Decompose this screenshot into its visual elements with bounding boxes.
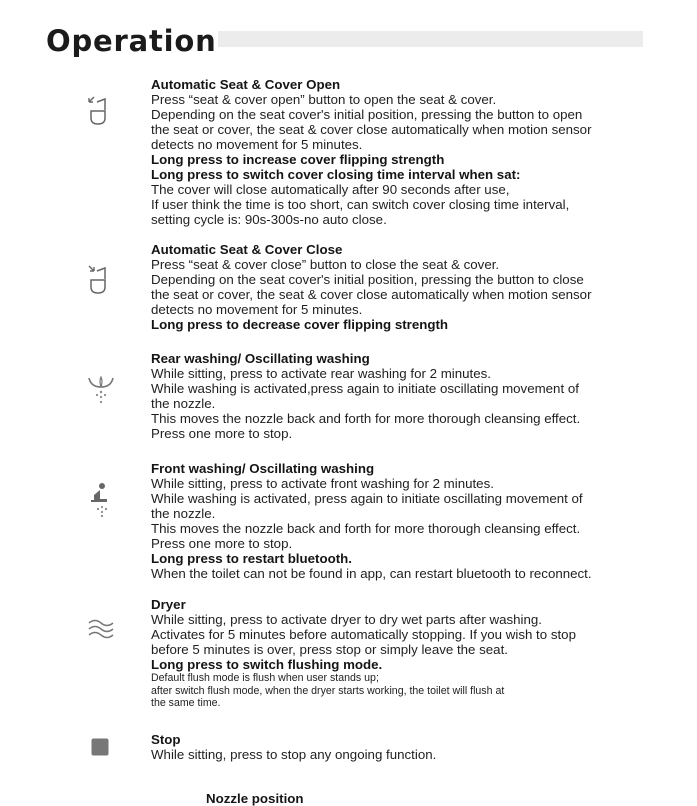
body-line: the nozzle. xyxy=(151,506,216,521)
section-seat-cover-open xyxy=(151,77,651,227)
section-heading: Rear washing/ Oscillating washing xyxy=(151,351,370,366)
body-line: The cover will close automatically after 90 seconds after use, xyxy=(151,182,510,197)
body-line: When the toilet can not be found in app, can restart bluetooth to reconnect. xyxy=(151,566,592,581)
section-heading: Stop xyxy=(151,732,181,747)
body-line: Depending on the seat cover's initial position, pressing the button to open xyxy=(151,107,583,122)
section-rear-washing xyxy=(151,351,651,441)
body-line: the nozzle. xyxy=(151,396,216,411)
note-line: Long press to switch cover closing time interval when sat: xyxy=(151,167,521,182)
seat-cover-close-icon xyxy=(86,265,110,295)
section-heading: Dryer xyxy=(151,597,186,612)
body-line: setting cycle is: 90s-300s-no auto close. xyxy=(151,212,387,227)
note-line: Long press to restart bluetooth. xyxy=(151,551,352,566)
body-line: detects no movement for 5 minutes. xyxy=(151,137,363,152)
note-line: Long press to switch flushing mode. xyxy=(151,657,383,672)
front-wash-icon xyxy=(85,482,115,518)
page-title: Operation xyxy=(46,24,217,58)
stop-icon xyxy=(91,738,109,756)
title-rule xyxy=(218,31,643,47)
body-line: While sitting, press to activate rear washing for 2 minutes. xyxy=(151,366,491,381)
body-line: the seat or cover, the seat & cover close automatically when motion sensor xyxy=(151,122,592,137)
body-line: Press “seat & cover open” button to open the seat & cover. xyxy=(151,92,497,107)
small-line: the same time. xyxy=(151,697,221,709)
body-line: This moves the nozzle back and forth for more thorough cleansing effect. xyxy=(151,521,581,536)
section-heading: Front washing/ Oscillating washing xyxy=(151,461,375,476)
nozzle-position-heading: Nozzle position xyxy=(206,791,304,806)
body-line: Press “seat & cover close” button to close the seat & cover. xyxy=(151,257,500,272)
small-line: Default flush mode is flush when user stands up; xyxy=(151,672,379,684)
body-line: before 5 minutes is over, press stop or simply leave the seat. xyxy=(151,642,508,657)
section-front-washing xyxy=(151,461,651,581)
dryer-icon xyxy=(87,617,115,641)
section-heading: Automatic Seat & Cover Open xyxy=(151,77,341,92)
note-line: Long press to decrease cover flipping strength xyxy=(151,317,449,332)
section-stop xyxy=(151,732,651,762)
section-heading: Automatic Seat & Cover Close xyxy=(151,242,343,257)
body-line: the seat or cover, the seat & cover close automatically when motion sensor xyxy=(151,287,592,302)
body-line: While sitting, press to activate front washing for 2 minutes. xyxy=(151,476,494,491)
body-line: While washing is activated, press again to initiate oscillating movement of xyxy=(151,491,583,506)
note-line: Long press to increase cover flipping strength xyxy=(151,152,445,167)
body-line: While sitting, press to activate dryer to dry wet parts after washing. xyxy=(151,612,542,627)
rear-wash-icon xyxy=(86,374,116,408)
body-line: While sitting, press to stop any ongoing function. xyxy=(151,747,437,762)
small-line: after switch flush mode, when the dryer starts working, the toilet will flush at xyxy=(151,684,505,697)
body-line: detects no movement for 5 minutes. xyxy=(151,302,363,317)
body-line: Depending on the seat cover's initial position, pressing the button to close xyxy=(151,272,584,287)
body-line: If user think the time is too short, can switch cover closing time interval, xyxy=(151,197,570,212)
body-line: Activates for 5 minutes before automatically stopping. If you wish to stop xyxy=(151,627,576,642)
section-dryer xyxy=(151,597,651,710)
body-line: Press one more to stop. xyxy=(151,426,293,441)
body-line: This moves the nozzle back and forth for more thorough cleansing effect. xyxy=(151,411,581,426)
body-line: Press one more to stop. xyxy=(151,536,293,551)
seat-cover-open-icon xyxy=(86,96,110,126)
body-line: While washing is activated,press again to initiate oscillating movement of xyxy=(151,381,579,396)
section-seat-cover-close xyxy=(151,242,651,332)
